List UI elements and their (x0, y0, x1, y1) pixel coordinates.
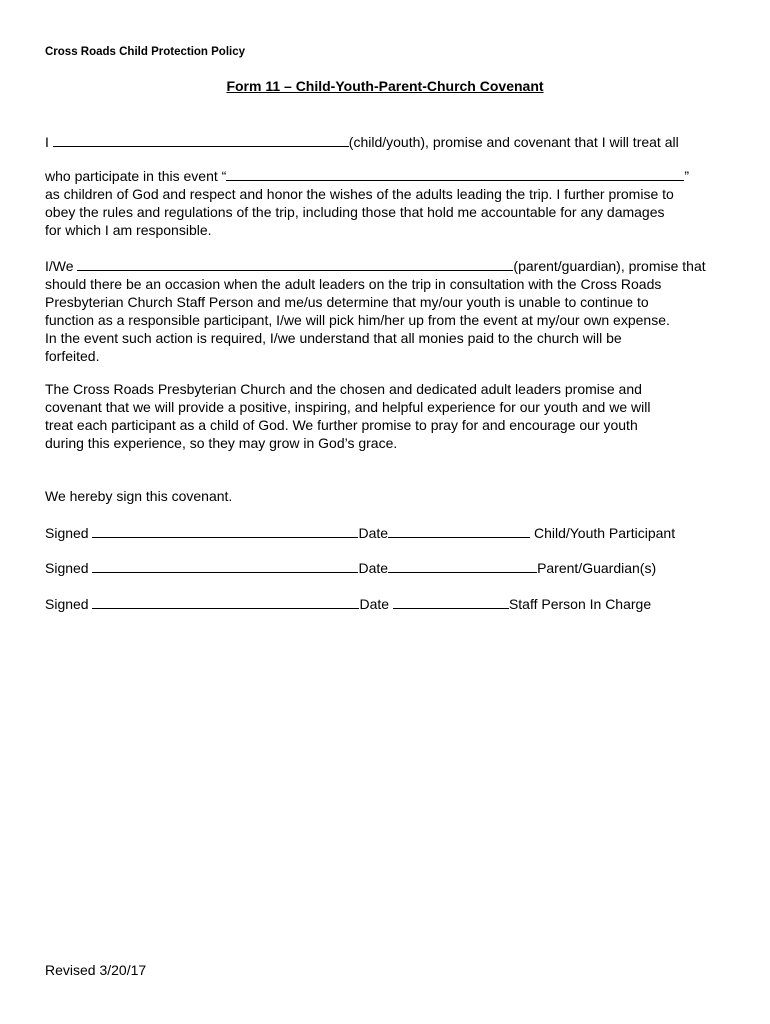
date-label: Date (358, 525, 389, 541)
parent-suffix: (parent/guardian), promise that (513, 258, 706, 274)
child-line-1-suffix: (child/youth), promise and covenant that I will treat all (348, 134, 679, 150)
child-line-2 (45, 167, 689, 184)
signed-label: Signed (45, 560, 89, 576)
child-line-1-prefix: I (45, 134, 49, 150)
paragraph-line: In the event such action is required, I/we understand that all monies paid to the church will be (45, 330, 622, 346)
parent-signature-field[interactable] (92, 559, 358, 573)
child-line-1 (45, 133, 679, 150)
child-name-blank[interactable] (53, 133, 349, 147)
signature-row-parent (45, 559, 656, 576)
parent-paragraph-body (45, 275, 670, 365)
date-label: Date (358, 560, 389, 576)
paragraph-line: should there be an occasion when the adult leaders on the trip in consultation with the Cross Roads (45, 276, 662, 292)
signature-row-child (45, 524, 675, 541)
signed-label: Signed (45, 525, 89, 541)
child-line-2-suffix: ” (684, 168, 689, 184)
paragraph-line: forfeited. (45, 348, 100, 364)
paragraph-line: during this experience, so they may grow in God’s grace. (45, 435, 398, 451)
signature-row-staff (45, 595, 651, 612)
role-label: Staff Person In Charge (508, 596, 652, 612)
paragraph-line: for which I am responsible. (45, 222, 212, 238)
paragraph-line: Presbyterian Church Staff Person and me/us determine that my/our youth is unable to continue to (45, 294, 649, 310)
paragraph-line: treat each participant as a child of God. We further promise to pray for and encourage our youth (45, 417, 638, 433)
paragraph-line: covenant that we will provide a positive, inspiring, and helpful experience for our youth and we will (45, 399, 651, 415)
child-date-field[interactable] (388, 524, 530, 538)
form-title: Form 11 – Child-Youth-Parent-Church Covenant (226, 78, 544, 94)
paragraph-line: The Cross Roads Presbyterian Church and the chosen and dedicated adult leaders promise and (45, 381, 642, 397)
paragraph-line: as children of God and respect and honor the wishes of the adults leading the trip. I further promise to (45, 186, 674, 202)
child-line-2-prefix: who participate in this event “ (45, 168, 227, 184)
role-label: Child/Youth Participant (533, 525, 676, 541)
child-signature-field[interactable] (92, 524, 358, 538)
date-label: Date (359, 596, 390, 612)
role-label: Parent/Guardian(s) (537, 560, 657, 576)
policy-name: Cross Roads Child Protection Policy (45, 46, 246, 58)
staff-signature-field[interactable] (92, 595, 359, 609)
child-paragraph-body (45, 185, 674, 239)
revised-date: Revised 3/20/17 (45, 962, 147, 978)
parent-line-1 (45, 257, 706, 274)
parent-date-field[interactable] (388, 559, 537, 573)
signed-label: Signed (45, 596, 89, 612)
signature-intro: We hereby sign this covenant. (45, 488, 233, 504)
event-name-blank[interactable] (226, 167, 684, 181)
church-paragraph (45, 380, 650, 452)
parent-name-blank[interactable] (77, 257, 513, 271)
parent-prefix: I/We (45, 258, 74, 274)
staff-date-field[interactable] (393, 595, 509, 609)
paragraph-line: obey the rules and regulations of the trip, including those that hold me accountable for any damages (45, 204, 665, 220)
paragraph-line: function as a responsible participant, I/we will pick him/her up from the event at my/our own expense. (45, 312, 670, 328)
